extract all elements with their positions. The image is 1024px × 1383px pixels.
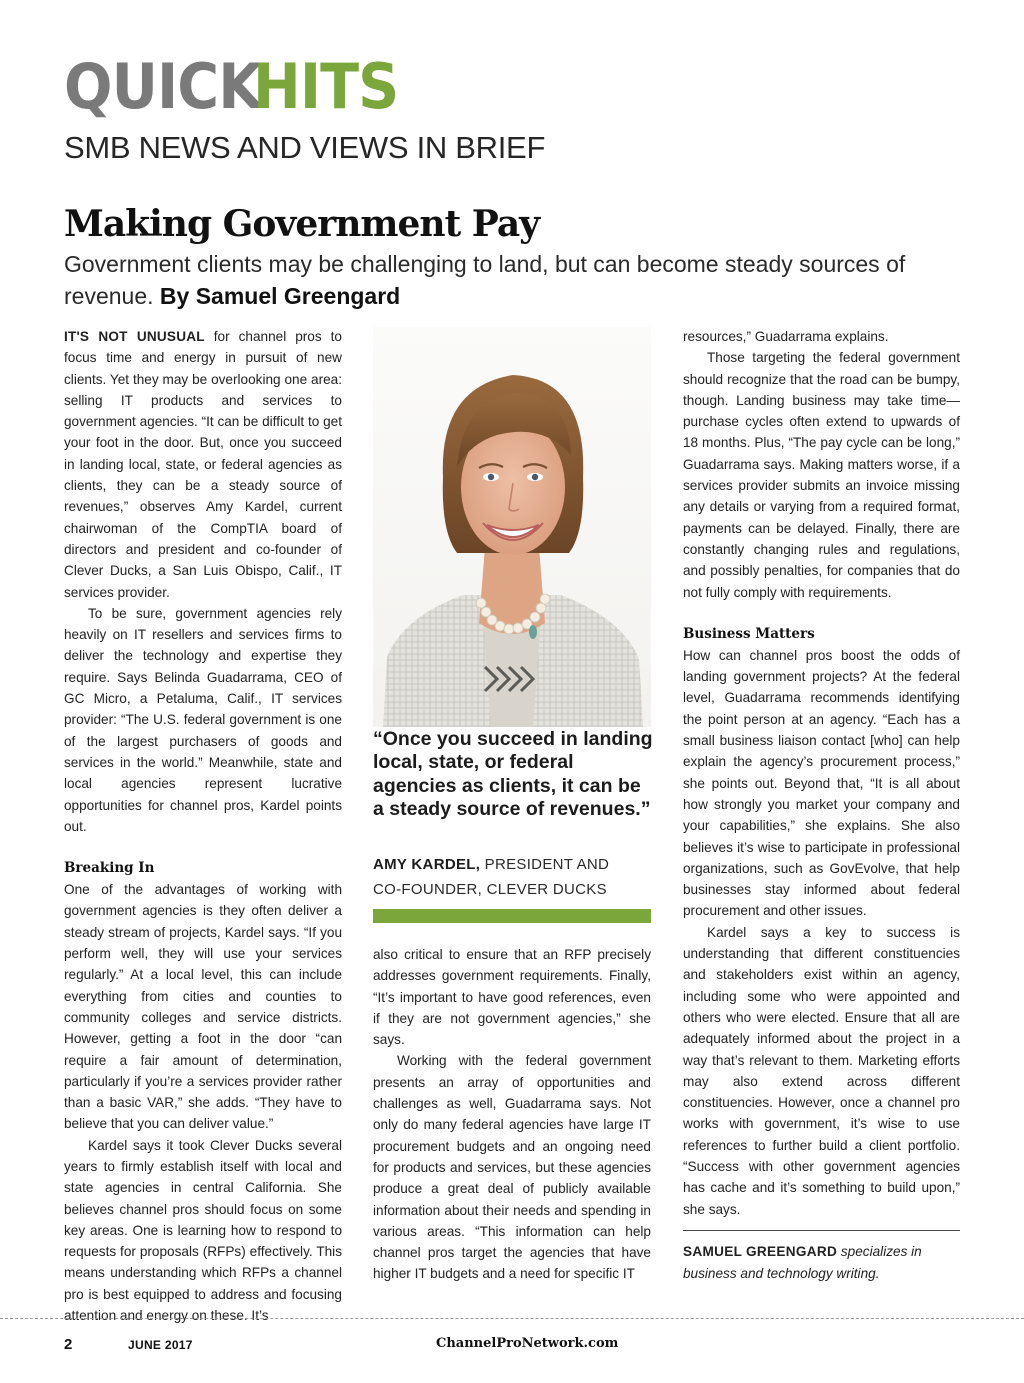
byline: By Samuel Greengard (159, 283, 401, 309)
bio-name: SAMUEL GREENGARD (683, 1244, 838, 1259)
accent-bar (373, 909, 651, 923)
deck-text: Government clients may be challenging to land, but can become steady sources of revenue. (64, 251, 906, 309)
pull-quote-title-1: PRESIDENT AND (484, 856, 610, 873)
paragraph: One of the advantages of working with government agencies is they often deliver a steady stream of projects, Kardel says. “If you perform well, they will use your services regularly.” At a local level, this can include everything from cities and counties to community colleges and service districts. However, getting a foot in the door “can require a fair amount of determination, particularly if you’re a services provider rather than a basic VAR,” she adds. “They have to believe that you can deliver value.” (64, 882, 342, 1132)
footer-divider (0, 1318, 1024, 1319)
pull-quote-title-2: CO-FOUNDER, CLEVER DUCKS (373, 881, 607, 898)
masthead-tagline: SMB NEWS AND VIEWS IN BRIEF (64, 130, 546, 165)
subhead-breaking-in: Breaking In (64, 860, 155, 877)
article-column-2 (373, 944, 651, 1285)
paragraph: Working with the federal government presents an array of opportunities and challenges as well, Guadarrama says. Not only do many federal agencies have large IT procurement budgets and an ongoing need for products and services, but these agencies produce a great deal of publicly available information about their needs and spending in various areas. “This information can help channel pros target the agencies that have higher IT budgets and a need for specific IT (373, 1053, 651, 1282)
bio-divider (683, 1230, 960, 1231)
site-url: ChannelProNetwork.com (436, 1336, 619, 1351)
paragraph (64, 326, 342, 603)
article-column-3 (683, 326, 960, 1220)
masthead-logo (64, 52, 411, 122)
masthead-quick: QUICK (64, 50, 262, 123)
paragraph: also critical to ensure that an RFP precisely addresses government requirements. Finally, “It’s important to have good references, even if they are not government agencies,” she says. (373, 947, 651, 1048)
paragraph: Kardel says a key to success is understanding that different constituencies and stakeholders exist within an agency, including some who were appointed and others who were elected. Ensure that all are adequately informed about the project in a way that’s relevant to them. Marketing efforts may also extend across different constituencies. However, once a channel pro works with government, it’s wise to use references to further build a client portfolio. “Success with other government agencies has cache and it’s something to build upon,” she says. (683, 924, 960, 1217)
subhead-business-matters: Business Matters (683, 625, 815, 642)
paragraph: To be sure, government agencies rely heavily on IT resellers and services firms to deliver the technology and expertise they require. Says Belinda Guadarrama, CEO of GC Micro, a Petaluma, Calif., IT services provider: “The U.S. federal government is one of the largest purchasers of goods and services in the world.” Meanwhile, state and local agencies represent lucrative opportunities for channel pros, Kardel points out. (64, 605, 342, 834)
article-deck (64, 248, 964, 312)
pull-quote-attribution (373, 852, 653, 902)
article-headline: Making Government Pay (64, 203, 540, 245)
issue-date: JUNE 2017 (128, 1338, 193, 1352)
paragraph: resources,” Guadarrama explains. (683, 329, 889, 344)
page-number: 2 (64, 1336, 73, 1353)
paragraph-text: for channel pros to focus time and energy in pursuit of new clients. Yet they may be overlooking one area: selling IT products and services to government agencies. “It can be difficult to get your foot in the door. But, once you succeed in landing local, state, or federal agencies as clients, they can be a steady source of revenues,” observes Amy Kardel, current chairwoman of the CompTIA board of directors and president and co-founder of Clever Ducks, a San Luis Obispo, Calif., IT services provider. (64, 329, 342, 600)
article-column-1 (64, 326, 342, 1326)
portrait-illustration (373, 327, 651, 727)
paragraph: How can channel pros boost the odds of landing government projects? At the federal level, Guadarrama recommends identifying the point person at an agency. “Each has a small business liaison contact [who] can help explain the agency’s procurement process,” she points out. Beyond that, “It is all about how strongly you market your company and your capabilities,” she explains. She also believes it’s wise to participate in professional organizations, such as GovEvolve, that help businesses stay informed about federal procurement and other issues. (683, 647, 960, 919)
author-bio (683, 1241, 960, 1285)
pull-quote: “Once you succeed in landing local, state, or federal agencies as clients, it can be a steady source of revenues.” (373, 728, 653, 820)
masthead-hits: HITS (252, 50, 398, 123)
pull-quote-name: AMY KARDEL, (373, 856, 481, 873)
paragraph: Those targeting the federal government should recognize that the road can be bumpy, though. Landing business may take time—purchase cycles often extend to upwards of 18 months. Plus, “The pay cycle can be long,” Guadarrama says. Making matters worse, if a services provider submits an invoice missing any details or varying from a required format, payments can be delayed. Finally, there are constantly changing rules and regulations, and possibly penalties, for companies that do not fully comply with requirements. (683, 350, 960, 600)
portrait-photo (373, 327, 651, 727)
paragraph: Kardel says it took Clever Ducks several years to firmly establish itself with local and state agencies in central California. She believes channel pros should focus on some key areas. One is learning how to respond to requests for proposals (RFPs) effectively. This means understanding which RFPs a channel pro is best equipped to address and focusing attention and energy on these. It’s (64, 1137, 342, 1324)
lead-in: IT'S NOT UNUSUAL (64, 329, 205, 344)
bio-text: specializes in business and technology writing. (683, 1244, 922, 1281)
